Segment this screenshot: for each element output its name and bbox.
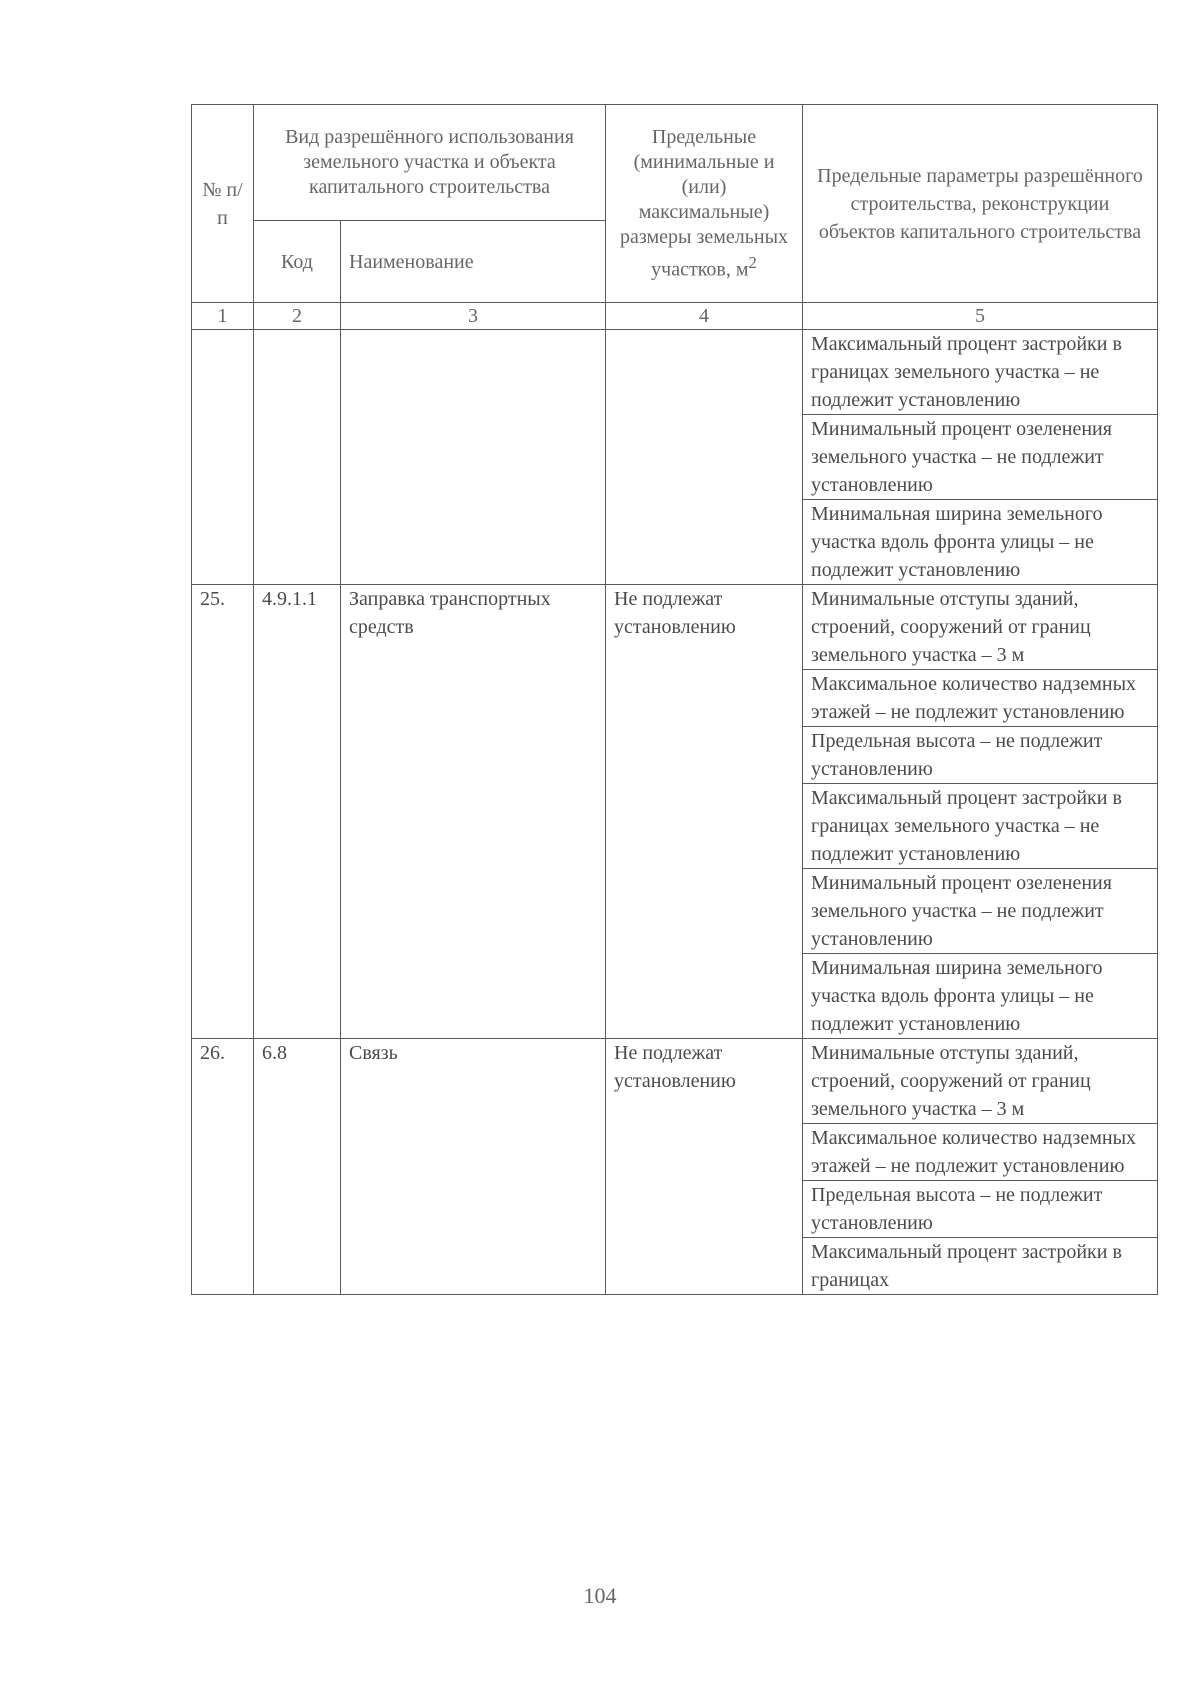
row-sizes: [606, 330, 803, 585]
header-plot-sizes-text: Предельные (минимальные и (или) максимальные) размеры земельных участков, м: [619, 125, 789, 281]
param-cell: Минимальная ширина земельного участка вдоль фронта улицы – не подлежит установлению: [803, 500, 1158, 585]
row-number: 26.: [192, 1039, 254, 1295]
continuation-row: [192, 330, 1158, 415]
column-number: 5: [803, 303, 1158, 330]
header-plot-sizes-sup: 2: [748, 252, 757, 272]
row-name: Связь: [341, 1039, 606, 1295]
header-name: Наименование: [341, 221, 606, 303]
param-cell: Максимальный процент застройки в границах земельного участка – не подлежит установлению: [803, 784, 1158, 869]
row-name: [341, 330, 606, 585]
param-cell: Максимальный процент застройки в границах земельного участка – не подлежит установлению: [803, 330, 1158, 415]
header-code: Код: [254, 221, 341, 303]
column-number-row: [192, 303, 1158, 330]
row-sizes: Не подлежат установлению: [606, 585, 803, 1039]
column-number: 3: [341, 303, 606, 330]
row-code: 4.9.1.1: [254, 585, 341, 1039]
header-plot-sizes: [606, 105, 803, 303]
zoning-parameters-table: [191, 104, 1158, 1295]
column-number: 1: [192, 303, 254, 330]
param-cell: Максимальный процент застройки в границах: [803, 1238, 1158, 1295]
header-permitted-use: Вид разрешённого использования земельного участка и объекта капитального строительства: [254, 105, 606, 221]
param-cell: Максимальное количество надземных этажей – не подлежит установлению: [803, 670, 1158, 727]
param-cell: Минимальные отступы зданий, строений, сооружений от границ земельного участка – 3 м: [803, 585, 1158, 670]
row-number: [192, 330, 254, 585]
row-sizes: Не подлежат установлению: [606, 1039, 803, 1295]
row-code: 6.8: [254, 1039, 341, 1295]
param-cell: Предельная высота – не подлежит установлению: [803, 727, 1158, 784]
header-construction-params: Предельные параметры разрешённого строительства, реконструкции объектов капитального строительства: [803, 105, 1158, 303]
table-row: [192, 585, 1158, 670]
param-cell: Минимальный процент озеленения земельного участка – не подлежит установлению: [803, 415, 1158, 500]
page-number: 104: [583, 1583, 617, 1608]
param-cell: Предельная высота – не подлежит установлению: [803, 1181, 1158, 1238]
param-cell: Минимальные отступы зданий, строений, сооружений от границ земельного участка – 3 м: [803, 1039, 1158, 1124]
row-name: Заправка транспортных средств: [341, 585, 606, 1039]
row-code: [254, 330, 341, 585]
row-number: 25.: [192, 585, 254, 1039]
param-cell: Минимальная ширина земельного участка вдоль фронта улицы – не подлежит установлению: [803, 954, 1158, 1039]
column-number: 4: [606, 303, 803, 330]
param-cell: Максимальное количество надземных этажей – не подлежит установлению: [803, 1124, 1158, 1181]
column-number: 2: [254, 303, 341, 330]
param-cell: Минимальный процент озеленения земельного участка – не подлежит установлению: [803, 869, 1158, 954]
header-number: № п/п: [192, 105, 254, 303]
table-row: [192, 1039, 1158, 1124]
